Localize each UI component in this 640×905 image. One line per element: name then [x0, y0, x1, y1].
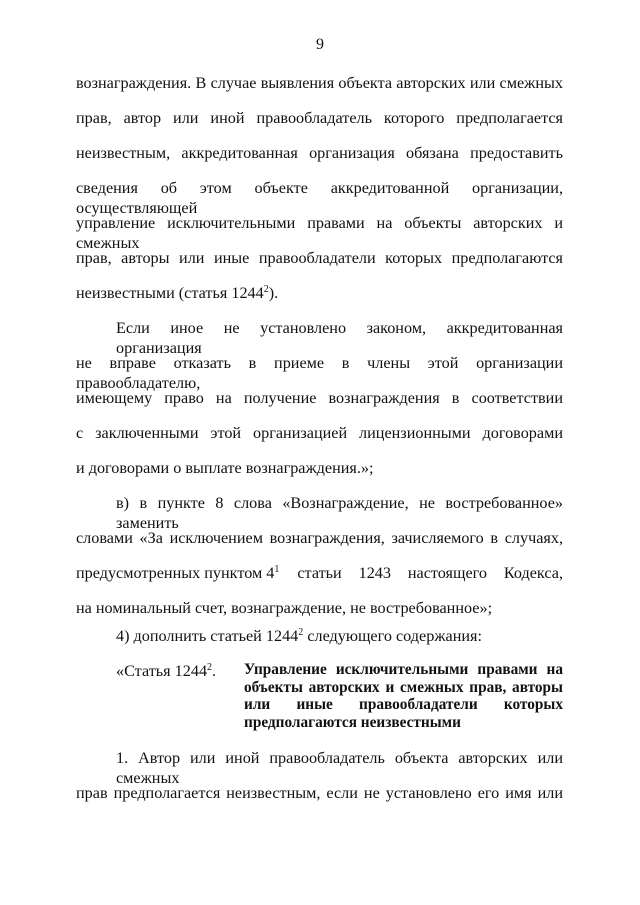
article-label-end: . — [212, 662, 217, 680]
text-fragment: следующего содержания: — [307, 627, 482, 645]
text-line: прав, автор или иной правообладатель которого предполагается — [76, 109, 563, 127]
text-line: прав, авторы или иные правообладатели которых предполагаются — [76, 249, 563, 267]
text-line: вознаграждения. В случае выявления объекта авторских или смежных — [76, 74, 563, 92]
text-line: словами «За исключением вознаграждения, зачисляемого в случаях, — [76, 529, 563, 547]
text-line: в) в пункте 8 слова «Вознаграждение, не востребованное» заменить — [116, 494, 563, 532]
article-label — [116, 661, 216, 681]
text-line: управление исключительными правами на объекты авторских и смежных — [76, 214, 563, 252]
text-line: Если иное не установлено законом, аккредитованная организация — [116, 319, 563, 357]
article-title — [244, 661, 563, 731]
text-fragment: неизвестными (статья 1244 — [76, 284, 264, 302]
article-title-line: Управление исключительными правами на — [244, 661, 563, 678]
text-fragment-inner: предусмотренных пунктом 4 — [76, 564, 275, 582]
article-title-line: предполагаются неизвестными — [244, 713, 461, 731]
text-line: прав предполагается неизвестным, если не установлено его имя или — [76, 784, 563, 802]
text-line: и договорами о выплате вознаграждения.»; — [76, 459, 374, 477]
article-title-line: или иные правообладатели которых — [244, 696, 563, 713]
text-line: имеющему право на получение вознаграждения в соответствии — [76, 389, 563, 407]
page-number: 9 — [316, 36, 324, 53]
article-label-text: «Статья 1244 — [116, 662, 208, 680]
superscript: 1 — [274, 564, 280, 575]
superscript: 2 — [207, 662, 213, 673]
text-line: с заключенными этой организацией лицензионными договорами — [76, 424, 563, 442]
article-title-line: объекты авторских и смежных прав, авторы — [244, 678, 563, 696]
text-fragment: 4) дополнить статьей 1244 — [116, 627, 299, 645]
text-line: не вправе отказать в приеме в члены этой организации правообладателю, — [76, 354, 563, 392]
text-line: 1. Автор или иной правообладатель объекта авторских или смежных — [116, 749, 563, 787]
text-line: неизвестным, аккредитованная организация обязана предоставить — [76, 144, 563, 162]
text-fragment: статьи 1243 настоящего Кодекса, — [297, 564, 563, 582]
text-line-reference — [76, 563, 563, 583]
text-line: на номинальный счет, вознаграждение, не востребованное»; — [76, 599, 493, 617]
text-fragment — [76, 563, 279, 583]
text-fragment: ). — [268, 284, 279, 302]
superscript: 2 — [263, 284, 269, 295]
text-line-reference — [76, 283, 563, 303]
superscript: 2 — [298, 627, 304, 638]
text-line: сведения об этом объекте аккредитованной организации, осуществляющей — [76, 179, 563, 217]
text-line-reference — [116, 626, 603, 646]
